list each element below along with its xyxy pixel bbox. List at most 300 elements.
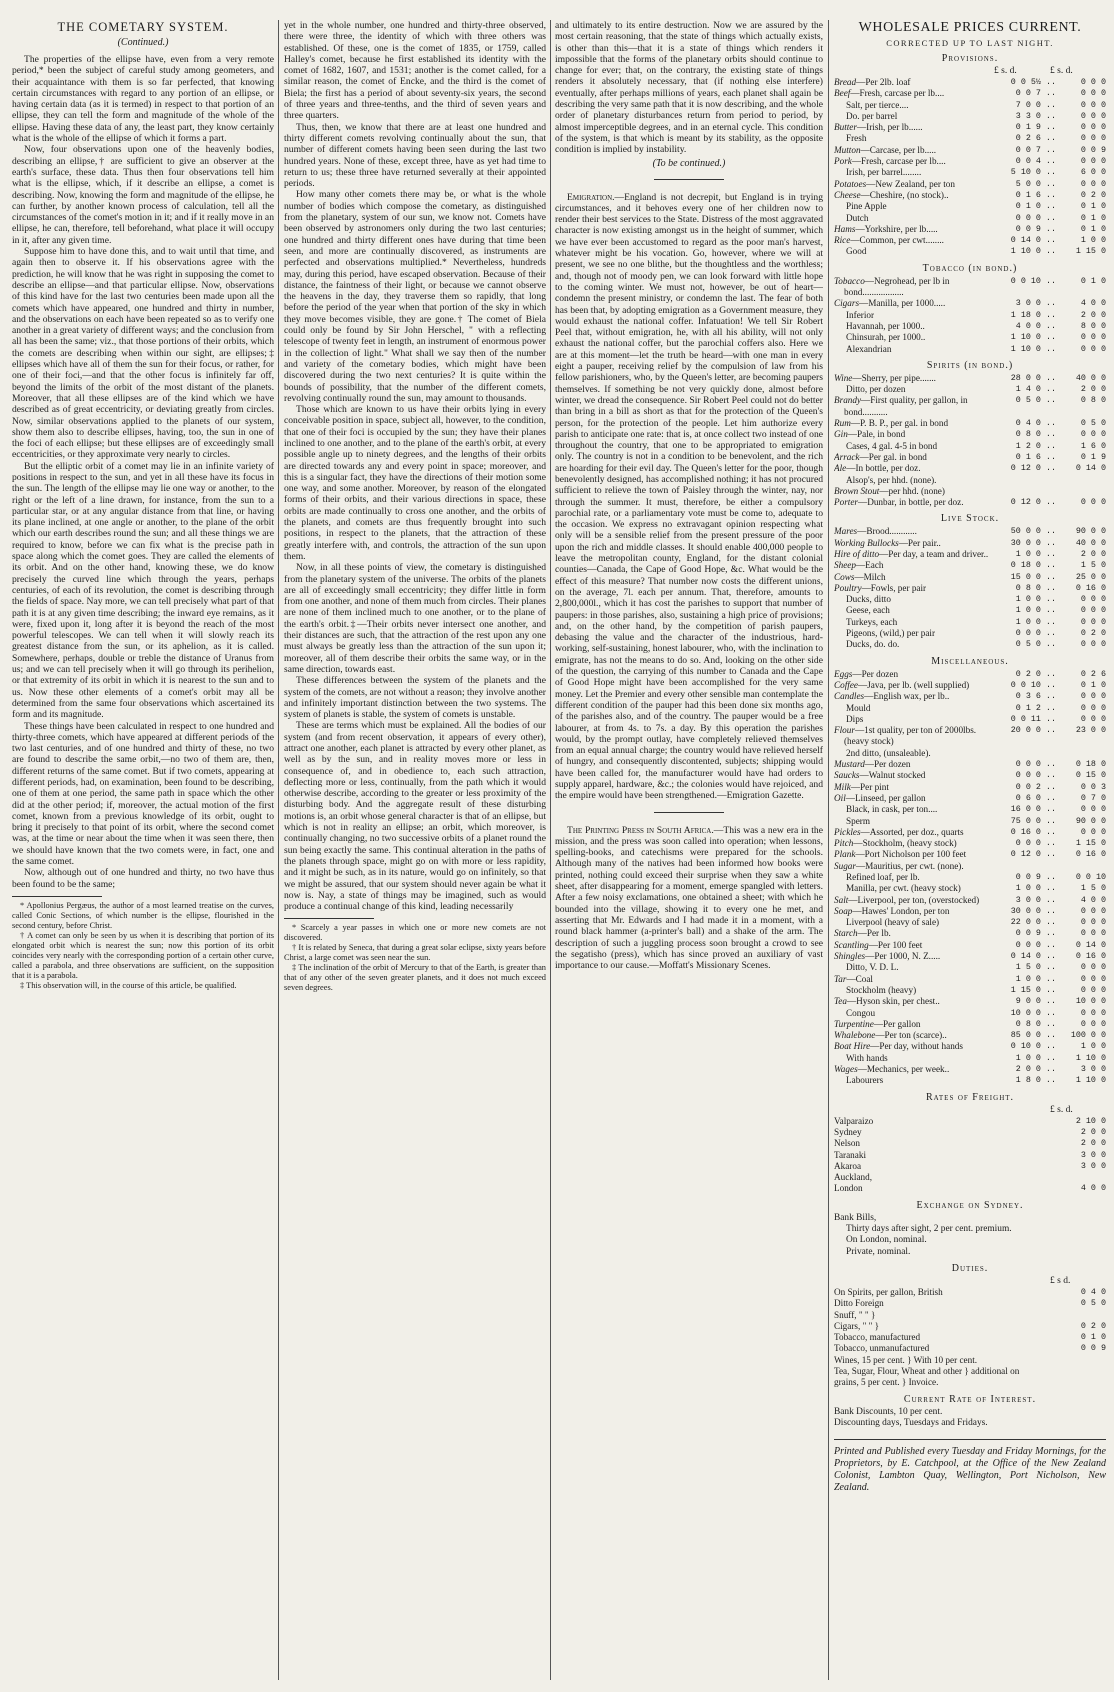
price-row <box>834 974 1106 985</box>
price-table <box>834 526 1106 650</box>
price-low: 1 0 0 .. <box>1015 616 1056 627</box>
price-low: 0 1 2 .. <box>1015 702 1056 713</box>
item-category: Cows <box>834 571 855 582</box>
price-row <box>834 179 1106 190</box>
price-high: 0 0 0 <box>1080 973 1106 984</box>
item-name: Dips <box>846 713 864 724</box>
article-body: —This was a new era in the mission, and the press was soon called into operation; when lessons, spelling-books, and catechisms were prepared for the schools. Although many of the natives had been informed how books were printed, nothing could exceed their surprise when they saw a white sheet, after disappearing for a moment, emerge spangled with letters. After a few noisy exclamations, one obtained a sheet; with which he bounded into the village, showing it to every one he met, and asserting that Mr. Edwards and I had made it in a moment, with a round black hammer (a-printer's ball) and a shake of the arm. The description of such a juggling process soon brought a crowd to see the segatisho (press), which has since proved an auxiliary of vast importance to our cause.—Moffatt's Missionary Scenes. <box>555 824 823 972</box>
price-low: 0 10 0 .. <box>1010 1041 1056 1052</box>
price-high: 1 10 0 <box>1075 1052 1106 1063</box>
price-row <box>834 560 1106 571</box>
price-high: 25 0 0 <box>1075 571 1106 582</box>
price-row <box>834 605 1106 616</box>
price-row <box>834 725 1106 748</box>
price-row <box>834 985 1106 996</box>
item-name: Starch—Per lb. <box>834 928 891 939</box>
currency-header: £ s. d. <box>1050 66 1073 76</box>
duty-rate: 0 0 9 <box>1080 1343 1106 1354</box>
price-low: 0 0 0 .. <box>1015 759 1056 770</box>
item-name: Labourers <box>846 1075 884 1086</box>
price-low: 3 0 0 .. <box>1015 894 1056 905</box>
price-row <box>834 298 1106 309</box>
price-low: 0 0 5½ .. <box>1010 77 1056 87</box>
item-name: Do. per barrel <box>846 110 898 121</box>
price-row <box>834 861 1106 872</box>
price-high: 0 0 3 <box>1080 781 1106 792</box>
price-low: 0 0 0 .. <box>1015 939 1056 950</box>
article-lead: Emigration. <box>567 191 615 203</box>
price-high: 8 0 0 <box>1080 320 1106 331</box>
price-high: 0 16 0 <box>1075 849 1106 860</box>
paragraph: But the elliptic orbit of a comet may lie in an infinite variety of positions in respect to the sun, and yet in all these have its focus in the sun. The length of the ellipse may lie one way or another, to the right or the left of a line drawn, for instance, from the sun to a particular star, or at any angular distance from that line, or having its plane inclined, at one angle or another, to the plane of the orbit which our earth describes round the sun; and all these things we are required to know, before we can fix what is the precise path in space along which the comet goes. They are called the elements of its orbit. And on the other hand, knowing these, we do know precisely the curved line which through the years, perhaps centuries, of each of its revolution, the comet is describing through the fields of space. Nay more, we can tell precisely what part of that path it is at any given time describing; the inward eye remains, as it were, fixed upon it, long after it is beyond the reach of the most powerful telescopes. We can tell when it will slowly reach its greatest distance from the sun, or its aphelion, as it is called. Somewhere, perhaps, double or treble the distance of Uranus from us; and we can tell precisely when it will go through its perihelion, or that extremity of its orbit in which it is nearest to the sun and to us. Now these other elements of a comet's orbit may all be determined from the same four observations which ascertained its form and its magnitude. <box>12 460 274 721</box>
duty-row <box>834 1310 1106 1321</box>
price-high: 0 0 0 <box>1080 639 1106 650</box>
price-row <box>834 429 1106 440</box>
item-category: Mustard <box>834 759 865 770</box>
item-category: Brown Stout <box>834 485 880 496</box>
freight-row <box>834 1172 1106 1183</box>
freight-destination: Valparaizo <box>834 1115 874 1126</box>
price-row <box>834 572 1106 583</box>
item-name: Havannah, per 1000.. <box>846 320 925 331</box>
item-name: Plank—Port Nicholson per 100 feet <box>834 849 967 860</box>
interest-line: Discounting days, Tuesdays and Fridays. <box>834 1417 988 1428</box>
column-4 <box>834 20 1106 1685</box>
item-name: Good <box>846 246 867 257</box>
item-name: Turkeys, each <box>846 616 898 627</box>
item-name: Rice—Common, per cwt........ <box>834 235 944 246</box>
price-high: 90 0 0 <box>1075 526 1106 537</box>
price-high: 0 0 0 <box>1080 1018 1106 1029</box>
price-high: 0 0 0 <box>1080 88 1106 99</box>
freight-row <box>834 1150 1106 1161</box>
item-name: Tar—Coal <box>834 973 873 984</box>
price-row <box>834 486 1106 497</box>
price-low: 0 0 9 .. <box>1015 872 1056 882</box>
item-name: Sugar—Mauritius, per cwt. (none). <box>834 860 964 871</box>
price-low: 1 0 0 .. <box>1015 973 1056 984</box>
price-high: 0 0 0 <box>1080 110 1106 121</box>
price-low: 0 8 0 .. <box>1015 1018 1056 1029</box>
price-high: 0 0 0 <box>1080 917 1106 928</box>
price-row <box>834 770 1106 781</box>
price-high: 0 15 0 <box>1075 770 1106 781</box>
item-name: Cheese—Cheshire, (no stock).. <box>834 189 949 200</box>
price-low: 1 0 0 .. <box>1015 883 1056 894</box>
price-high: 1 0 0 <box>1080 235 1106 246</box>
item-name: Pork—Fresh, carcase per lb.... <box>834 156 946 167</box>
item-name: Stockholm (heavy) <box>846 984 917 995</box>
item-category: Mutton <box>834 144 861 155</box>
price-high: 0 18 0 <box>1075 759 1106 770</box>
price-row <box>834 156 1106 167</box>
price-row <box>834 906 1106 917</box>
to-be-continued: (To be continued.) <box>652 157 726 169</box>
duty-item: Tobacco, unmanufactured <box>834 1343 930 1354</box>
freight-row <box>834 1161 1106 1172</box>
price-high: 0 1 0 <box>1080 223 1106 234</box>
price-row <box>834 827 1106 838</box>
item-name: Mustard—Per dozen <box>834 759 911 770</box>
price-low: 0 12 0 .. <box>1010 849 1056 860</box>
item-name: Manilla, per cwt. (heavy stock) <box>846 883 961 894</box>
item-name: Shingles—Per 1000, N. Z..... <box>834 951 941 962</box>
item-name: Geese, each <box>846 605 890 616</box>
price-high: 0 0 0 <box>1080 804 1106 815</box>
price-row <box>834 1075 1106 1086</box>
price-low: 9 0 0 .. <box>1015 996 1056 1007</box>
item-name: Brown Stout—per hhd. (none) <box>834 485 945 496</box>
price-high: 0 2 6 <box>1080 668 1106 679</box>
price-low: 0 0 0 .. <box>1015 212 1056 223</box>
duty-rate: 0 4 0 <box>1080 1286 1106 1297</box>
price-table <box>834 669 1106 1087</box>
item-category: Potatoes <box>834 178 867 189</box>
price-low: 0 0 0 .. <box>1015 838 1056 849</box>
duty-row <box>834 1287 1106 1298</box>
item-category: Salt <box>834 894 849 905</box>
item-name: Eggs—Per dozen <box>834 668 899 679</box>
item-name: Fresh <box>846 133 867 144</box>
price-low: 0 3 6 .. <box>1015 691 1056 702</box>
price-low <box>998 475 1056 486</box>
price-row <box>834 1064 1106 1075</box>
price-low: 3 0 0 .. <box>1015 298 1056 309</box>
item-category: Shingles <box>834 951 866 962</box>
price-row <box>834 538 1106 549</box>
item-name: Mutton—Carcase, per lb..... <box>834 144 937 155</box>
price-high: 0 0 0 <box>1080 343 1106 354</box>
price-low: 1 0 0 .. <box>1015 548 1056 559</box>
price-row <box>834 235 1106 246</box>
interest-list <box>834 1407 1106 1430</box>
freight-destination: London <box>834 1183 863 1194</box>
item-category: Sugar <box>834 860 856 871</box>
duty-item: grains, 5 per cent. } Invoice. <box>834 1377 939 1388</box>
freight-table <box>834 1116 1106 1195</box>
price-high: 0 7 0 <box>1080 792 1106 803</box>
item-name: Congou <box>846 1007 876 1018</box>
paragraph: Now, in all these points of view, the cometary is distinguished from the planetary system of the universe. The orbits of the planets are all of exceedingly small eccentricity; they differ little in form from one another, and none of them much from circles. Their planes are none of them inclined much to one another, or to the plane of the earth's orbit.‡—Their orbits never intersect one another, and their distances are such, that the attraction of the rest upon any one must always be greatly less than the attraction of the sun upon it; moreover, all of them describe their orbits the same way, or in the same direction, towards east. <box>284 562 546 675</box>
price-high: 0 0 0 <box>1080 122 1106 133</box>
price-high: 0 16 0 <box>1075 582 1106 593</box>
item-category: Gin <box>834 429 848 440</box>
price-low: 0 1 9 .. <box>1015 122 1056 133</box>
item-name: Salt—Liverpool, per ton, (overstocked) <box>834 894 980 905</box>
item-name: Beef—Fresh, carcase per lb.... <box>834 88 945 99</box>
price-high: 0 0 0 <box>1080 332 1106 343</box>
price-high: 0 5 0 <box>1080 418 1106 429</box>
price-row <box>834 748 1106 759</box>
price-low: 0 12 0 .. <box>1010 463 1056 474</box>
item-name: Wages—Mechanics, per week.. <box>834 1064 950 1075</box>
price-high: 0 0 0 <box>1080 497 1106 508</box>
item-category: Pitch <box>834 838 854 849</box>
price-high: 0 2 0 <box>1080 189 1106 200</box>
price-row <box>834 872 1106 883</box>
price-low: 10 0 0 .. <box>1010 1007 1056 1018</box>
duty-row <box>834 1355 1106 1366</box>
price-high: 0 0 0 <box>1080 616 1106 627</box>
duty-rate <box>1048 1366 1106 1377</box>
price-low: 0 0 7 .. <box>1015 88 1056 99</box>
price-section-title: Provisions. <box>941 53 999 64</box>
item-name: Hire of ditto—Per day, a team and driver.. <box>834 548 989 559</box>
price-low <box>998 748 1056 759</box>
paragraph: Those which are known to us have their orbits lying in every conceivable position in space, subject all, however, to the condition, that one of their foci is occupied by the sun; they have their planes inclined to one another, and to the plane of the earth's orbit, at every possible angle up to ninety degrees, and the lengths of their orbits are directed towards any and every point in space; moreover, and this is a singular fact, they have the directions of their motion some one way, and some another. Moreover, by reason of the elongated forms of their orbits, and their various directions in space, these orbits are made continually to cross one another, and the orbits of the planets, and comets are thus frequently brought into such positions, in respect to the planets, that the attraction of these greatly interfere with, and controls, the attraction of the sun upon them. <box>284 404 546 562</box>
footnote: ‡ This observation will, in the course of this article, be qualified. <box>20 980 237 990</box>
item-category: Flour <box>834 725 855 736</box>
price-high: 10 0 0 <box>1075 996 1106 1007</box>
price-low: 0 0 10 .. <box>1010 275 1056 286</box>
duty-row <box>834 1377 1106 1388</box>
duty-item: Snuff, " " } <box>834 1309 876 1320</box>
item-name: Oil—Linseed, per gallon <box>834 792 926 803</box>
price-low: 2 0 0 .. <box>1015 1064 1056 1075</box>
duty-rate: 0 2 0 <box>1080 1320 1106 1331</box>
price-high: 0 14 0 <box>1075 939 1106 950</box>
price-low: 1 10 0 .. <box>1010 343 1056 354</box>
price-low: 85 0 0 .. <box>1010 1030 1056 1041</box>
paragraph: Thus, then, we know that there are at least one hundred and thirty different comets revolving continually about the sun, that number of different comets having been seen during the last two hundred years. None of these, except three, have as yet had time to return to us; these three have returned severally at their appointed periods. <box>284 121 546 190</box>
item-category: Oil <box>834 792 846 803</box>
price-high <box>1056 475 1106 486</box>
price-high: 100 0 0 <box>1070 1030 1106 1041</box>
price-low: 5 10 0 .. <box>1010 167 1056 178</box>
price-row <box>834 1030 1106 1041</box>
item-name: Turpentine—Per gallon <box>834 1018 921 1029</box>
duties-column-header <box>834 1276 1106 1287</box>
price-low <box>998 486 1056 497</box>
price-row <box>834 849 1106 860</box>
price-high: 6 0 0 <box>1080 167 1106 178</box>
price-row <box>834 669 1106 680</box>
price-row <box>834 883 1106 894</box>
price-row <box>834 310 1106 321</box>
paragraph: These things have been calculated in respect to one hundred and thirty-three comets, which have appeared at different periods of the two last centuries, and of one hundred and thirty of these, no two are found to describe the same orbit,—no two of them are, then, different returns of the same comet. But if two comets, appearing at different periods, had, on examination, been found to be describing, one of them at one period, the same path in space which the other did at the other period; if, moreover, the actual motion of the first comet, known from a previous knowledge of its orbit, ought to bring it precisely to that point of its orbit, where the second comet was, at the time or near about the time when it was seen there, then we should have known that the two comets were, in fact, one and the same comet. <box>12 720 274 868</box>
item-name: Ditto, V. D. L. <box>846 962 899 973</box>
price-high: 2 0 0 <box>1080 309 1106 320</box>
article-lead: The Printing Press in South Africa. <box>567 824 714 836</box>
price-low: 1 4 0 .. <box>1015 384 1056 395</box>
item-name: Tobacco—Negrohead, per lb in bond.................. <box>834 275 950 298</box>
item-name: Ditto, per dozen <box>846 384 906 395</box>
price-high: 0 0 0 <box>1080 984 1106 995</box>
item-category: Scantling <box>834 939 869 950</box>
article-continued: (Continued.) <box>117 37 169 48</box>
price-section-title: Spirits (in bond.) <box>926 359 1014 371</box>
paragraph: The properties of the ellipse have, even from a very remote period,* been the subject of careful study among geometers, and their acquaintance with them is so far perfected, that knowing certain circumstances with regard to any portion of an ellipse, or having certain data (as it is termed) in respect to that portion of an ellipse, they can tell the form and magnitude of the whole of the ellipse. Having these data of any, the least part, they know certainly what is the whole of the ellipse of which it forms a part. <box>12 54 274 145</box>
price-row <box>834 475 1106 486</box>
column-rule <box>828 20 829 1680</box>
footnote: † A comet can only be seen by us when it is describing that portion of its elongated orbit which is nearest the sun; now this portion of its orbit coincides very nearly with the corresponding portion of a certain other curve, called a parabola, and three observations are sufficient, on the supposition that it is a parabola. <box>12 930 274 980</box>
item-name: Butter—Irish, per lb...... <box>834 122 923 133</box>
price-low: 0 12 0 .. <box>1010 497 1056 508</box>
price-low: 1 8 0 .. <box>1015 1075 1056 1086</box>
price-row <box>834 167 1106 178</box>
column-rule <box>550 20 551 1680</box>
interest-line: Bank Discounts, 10 per cent. <box>834 1406 943 1417</box>
item-name: Mould <box>846 702 871 713</box>
price-low: 1 10 0 .. <box>1010 332 1056 343</box>
item-name: Working Bullocks—Per pair.. <box>834 537 941 548</box>
price-row <box>834 201 1106 212</box>
price-high: 0 0 0 <box>1080 826 1106 837</box>
item-name: Alexandrian <box>846 343 892 354</box>
item-name: Refined loaf, per lb. <box>846 872 920 882</box>
item-category: Milk <box>834 781 851 792</box>
price-row <box>834 895 1106 906</box>
price-row <box>834 133 1106 144</box>
section-separator <box>654 812 724 813</box>
price-row <box>834 246 1106 257</box>
price-low <box>998 861 1056 872</box>
price-high: 0 0 0 <box>1080 133 1106 144</box>
price-row <box>834 497 1106 508</box>
item-name: Ale—In bottle, per doz. <box>834 463 921 474</box>
item-name: Dutch <box>846 212 869 223</box>
price-row <box>834 77 1106 88</box>
duty-rate <box>1048 1310 1106 1321</box>
item-name: Candles—English wax, per lb.. <box>834 691 950 702</box>
exchange-line: Thirty days after sight, 2 per cent. premium. <box>846 1224 1012 1235</box>
price-high: 0 0 0 <box>1080 928 1106 939</box>
price-high <box>1056 486 1106 497</box>
price-row <box>834 996 1106 1007</box>
paragraph: Now, four observations upon one of the heavenly bodies, describing an ellipse,† are sufficient to give an observer at the earth's surface, these data. Thus then four observations tell him what is the ellipse, which, if it describe an ellipse, a comet is describing. Now, knowing the form and magnitude of the ellipse, he can further, by another known process of calculation, tell all the circumstances of the comet's motion in it; and if it really move in an ellipse, he can, therefore, tell beforehand, what place it will occupy in it, after any given time. <box>12 144 274 246</box>
item-category: Turpentine <box>834 1018 874 1029</box>
duty-rate <box>1048 1377 1106 1388</box>
item-category: Tea <box>834 996 847 1007</box>
price-low: 5 0 0 .. <box>1015 178 1056 189</box>
price-low: 0 8 0 .. <box>1015 429 1056 440</box>
price-row <box>834 1008 1106 1019</box>
item-name: Cigars—Manilla, per 1000..... <box>834 298 946 309</box>
duties-title: Duties. <box>951 1262 989 1274</box>
item-category: Sheep <box>834 560 856 571</box>
price-high: 1 10 0 <box>1075 1075 1106 1086</box>
price-row <box>834 594 1106 605</box>
item-category: Starch <box>834 928 858 939</box>
price-high: 40 0 0 <box>1075 372 1106 383</box>
price-low: 75 0 0 .. <box>1010 815 1056 826</box>
price-low: 1 0 0 .. <box>1015 605 1056 616</box>
duty-rate: 0 5 0 <box>1080 1298 1106 1309</box>
price-high: 0 1 0 <box>1080 275 1106 286</box>
item-name: Irish, per barrel........ <box>846 167 922 178</box>
freight-rate <box>1048 1172 1106 1183</box>
freight-rate: 2 0 0 <box>1080 1138 1106 1149</box>
price-low: 3 3 0 .. <box>1015 110 1056 121</box>
price-high: 0 16 0 <box>1075 951 1106 962</box>
price-row <box>834 714 1106 725</box>
price-high: 0 8 0 <box>1080 395 1106 406</box>
price-row <box>834 373 1106 384</box>
price-row <box>834 344 1106 355</box>
price-row <box>834 951 1106 962</box>
price-high: 3 0 0 <box>1080 1064 1106 1075</box>
price-low: 1 18 0 .. <box>1010 309 1056 320</box>
item-category: Mares <box>834 526 858 537</box>
price-low: 0 0 10 .. <box>1010 679 1056 690</box>
item-name: Boat Hire—Per day, without hands <box>834 1041 963 1052</box>
price-row <box>834 691 1106 702</box>
exchange-line: Private, nominal. <box>846 1246 911 1257</box>
price-high: 2 0 0 <box>1080 384 1106 395</box>
freight-rate: 3 0 0 <box>1080 1149 1106 1160</box>
price-low: 1 10 0 .. <box>1010 246 1056 257</box>
price-high: 0 0 10 <box>1075 872 1106 882</box>
paragraph: These are terms which must be explained. All the bodies of our system (and from recent observation, it appears of every other), attract one another, each planet is attracted by every other planet, as well as by the sun, and in reality moves more or less in consequence of, and in obedience to, each such attraction, deflecting more or less, continually, from the path which it would otherwise describe, according to the greater or less proximity of the disturbing body. And the aggregate result of these disturbing motions is, an orbit whose general character is that of an ellipse, but which is not in reality an ellipse; an orbit, which moreover, is continually changing, no two successive orbits of a planet round the sun being exactly the same. This continual alteration in the paths of the planets through space, might go on with more or less rapidity, and it might be such, as in its nature, would go on infinitely, so that we might be assured, that our system should never again be what it now is. Nay, a state of things may be imagined, such as would produce a continual change of this kind, leading necessarily <box>284 720 546 913</box>
exchange-title: Exchange on Sydney. <box>916 1199 1024 1211</box>
price-low: 7 0 0 .. <box>1015 99 1056 110</box>
item-name: Hams—Yorkshire, per lb..... <box>834 223 938 234</box>
price-high: 0 0 0 <box>1080 962 1106 973</box>
price-row <box>834 213 1106 224</box>
item-name: Soap—Hawes' London, per ton <box>834 905 950 916</box>
duty-row <box>834 1343 1106 1354</box>
item-name: Bread—Per 2lb. loaf <box>834 77 911 87</box>
price-row <box>834 703 1106 714</box>
price-low: 0 4 0 .. <box>1015 418 1056 429</box>
item-name: Ducks, ditto <box>846 594 891 605</box>
duty-rate <box>1048 1355 1106 1366</box>
footnote: * Apollonius Pergæus, the author of a most learned treatise on the curves, called Conic Sections, of which number is the ellipse, flourished in the second century, before Christ. <box>12 900 274 930</box>
price-row <box>834 549 1106 560</box>
item-category: Rice <box>834 235 851 246</box>
price-row <box>834 639 1106 650</box>
price-high: 0 1 9 <box>1080 451 1106 462</box>
price-row <box>834 628 1106 639</box>
price-low: 0 14 0 .. <box>1010 235 1056 246</box>
item-name: Whalebone—Per ton (scarce).. <box>834 1030 947 1041</box>
price-row <box>834 100 1106 111</box>
paragraph: and ultimately to its entire destruction. Now we are assured by the most certain reasoning, that the state of things which actually exists, is other than this—that it is a state of things which renders it impossible that the forms of the planetary orbits should continue to change for ever; that, on the contrary, the existing state of things renders it absolutely necessary, that (if nothing else interfere) eventually, after perhaps millions of years, each planet shall again be describing the very same path that it is now describing, and the whole order of planetary disturbances return from period to period, by almost imperceptible degrees, and in an eternal cycle. This condition of the system, is that which is meant by its stability, as the opposite condition is implied by instability. <box>555 20 823 156</box>
price-low: 1 5 0 .. <box>1015 962 1056 973</box>
item-name: Potatoes—New Zealand, per ton <box>834 178 955 189</box>
imprint: Printed and Published every Tuesday and Friday Mornings, for the Proprietors, by E. Catchpool, at the Office of the New Zealand Colonist, Lambton Quay, Wellington, Port Nicholson, New Zealand. <box>834 1439 1106 1494</box>
item-name: Cows—Milch <box>834 571 886 582</box>
footnote: * Scarcely a year passes in which one or more new comets are not discovered. <box>284 923 546 943</box>
item-category: Porter <box>834 497 858 508</box>
exchange-list <box>834 1213 1106 1258</box>
item-category: Whalebone <box>834 1030 876 1041</box>
currency-header: £ s d. <box>1050 1275 1071 1286</box>
footnote: † It is related by Seneca, that during a great solar eclipse, sixty years before Christ, a large comet was seen near the sun. <box>284 943 546 963</box>
price-row <box>834 583 1106 594</box>
price-low: 1 2 0 .. <box>1015 440 1056 451</box>
price-high: 0 0 0 <box>1080 691 1106 702</box>
duty-row <box>834 1366 1106 1377</box>
price-row <box>834 224 1106 235</box>
item-category: Brandy <box>834 395 862 406</box>
price-row <box>834 793 1106 804</box>
price-section-title: Live Stock. <box>940 513 1000 525</box>
price-high: 40 0 0 <box>1075 537 1106 548</box>
item-category: Hams <box>834 223 856 234</box>
price-table <box>834 373 1106 509</box>
freight-rate: 2 0 0 <box>1080 1126 1106 1137</box>
price-high: 23 0 0 <box>1075 725 1106 736</box>
price-high: 0 0 0 <box>1080 156 1106 167</box>
price-table <box>834 276 1106 355</box>
price-low: 0 0 4 .. <box>1015 156 1056 167</box>
item-name: Brandy—First quality, per gallon, in bond........... <box>834 395 968 417</box>
item-category: Rum <box>834 418 851 429</box>
price-low: 0 1 6 .. <box>1015 189 1056 200</box>
price-low: 1 0 0 .. <box>1015 594 1056 605</box>
duty-row <box>834 1298 1106 1309</box>
